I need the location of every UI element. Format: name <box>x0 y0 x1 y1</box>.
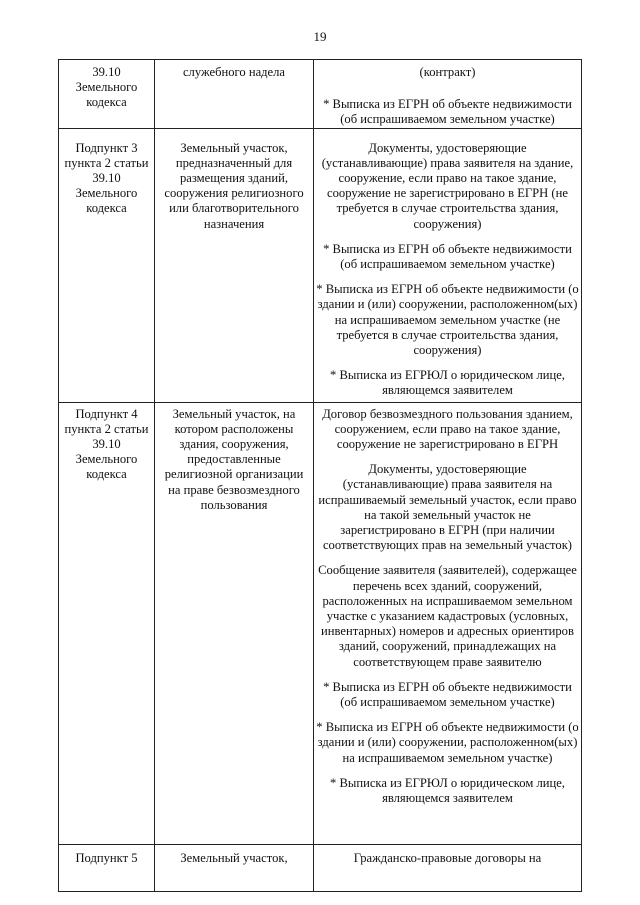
document-item: * Выписка из ЕГРН об объекте недвижимости (об испрашиваемом земельном участке) <box>323 97 572 127</box>
plot-cell <box>155 844 314 891</box>
document-item: Сообщение заявителя (заявителей), содержащее перечень всех зданий, сооружений, расположенных на испрашиваемом земельном участке с указанием кадастровых (условных, инвентарных) номеров и адресных ориентиров зданий, сооружений, принадлежащих на соответствующем праве заявителю <box>318 563 577 669</box>
document-item: Гражданско-правовые договоры на <box>353 850 542 865</box>
basis-text: Подпункт 4 пункта 2 статьи 39.10 Земельного кодекса <box>64 406 149 482</box>
table-row <box>59 402 582 844</box>
basis-cell <box>59 128 155 402</box>
plot-cell <box>155 60 314 129</box>
plot-text: Земельный участок, <box>180 850 288 865</box>
document-item: * Выписка из ЕГРН об объекте недвижимости (об испрашиваемом земельном участке) <box>323 241 572 272</box>
plot-text: Земельный участок, на котором расположены здания, сооружения, предоставленные религиозной организации на праве безвозмездного пользования <box>164 406 304 512</box>
basis-cell <box>59 60 155 129</box>
table-row <box>59 128 582 402</box>
basis-cell <box>59 844 155 891</box>
document-item: * Выписка из ЕГРН об объекте недвижимости (об испрашиваемом земельном участке) <box>323 679 572 710</box>
document-item: Документы, удостоверяющие (устанавливающие) права заявителя на испрашиваемый земельный участок, если право на такой земельный участок не зарегистрировано в ЕГРН (при наличии соответствующих прав на земельный участок) <box>318 462 577 553</box>
table-row <box>59 60 582 129</box>
document-item: (контракт) <box>419 65 476 79</box>
document-item: * Выписка из ЕГРН об объекте недвижимости (о здании и (или) сооружении, расположенном(ых) на испрашиваемом земельном участке) <box>316 720 579 765</box>
documents-table <box>58 59 582 892</box>
document-item: * Выписка из ЕГРЮЛ о юридическом лице, являющемся заявителем <box>330 368 565 398</box>
table-row <box>59 844 582 891</box>
documents-cell <box>314 402 582 844</box>
document-item: Договор безвозмездного пользования зданием, сооружением, если право на такое здание, сооружение не зарегистрировано в ЕГРН <box>322 406 573 452</box>
documents-cell <box>314 844 582 891</box>
basis-cell <box>59 402 155 844</box>
basis-text: Подпункт 5 <box>75 850 138 865</box>
documents-cell <box>314 60 582 129</box>
page-number: 19 <box>313 29 327 44</box>
basis-text: Подпункт 3 пункта 2 статьи 39.10 Земельного кодекса <box>64 140 149 216</box>
document-item: * Выписка из ЕГРЮЛ о юридическом лице, являющемся заявителем <box>330 775 565 806</box>
document-item: Документы, удостоверяющие (устанавливающие) права заявителя на здание, сооружение, если право на такое здание, сооружение не зарегистрировано в ЕГРН (не требуется в случае строительства здания, сооружения) <box>321 140 574 231</box>
document-item: * Выписка из ЕГРН об объекте недвижимости (о здании и (или) сооружении, расположенном(ых) на испрашиваемом земельном участке (не требуется в случае строительства здания, сооружения) <box>316 282 579 358</box>
basis-text: 39.10 Земельного кодекса <box>75 65 138 110</box>
plot-cell <box>155 128 314 402</box>
plot-cell <box>155 402 314 844</box>
documents-cell <box>314 128 582 402</box>
plot-text: служебного надела <box>182 65 286 79</box>
plot-text: Земельный участок, предназначенный для размещения зданий, сооружения религиозного или благотворительного назначения <box>164 140 304 231</box>
